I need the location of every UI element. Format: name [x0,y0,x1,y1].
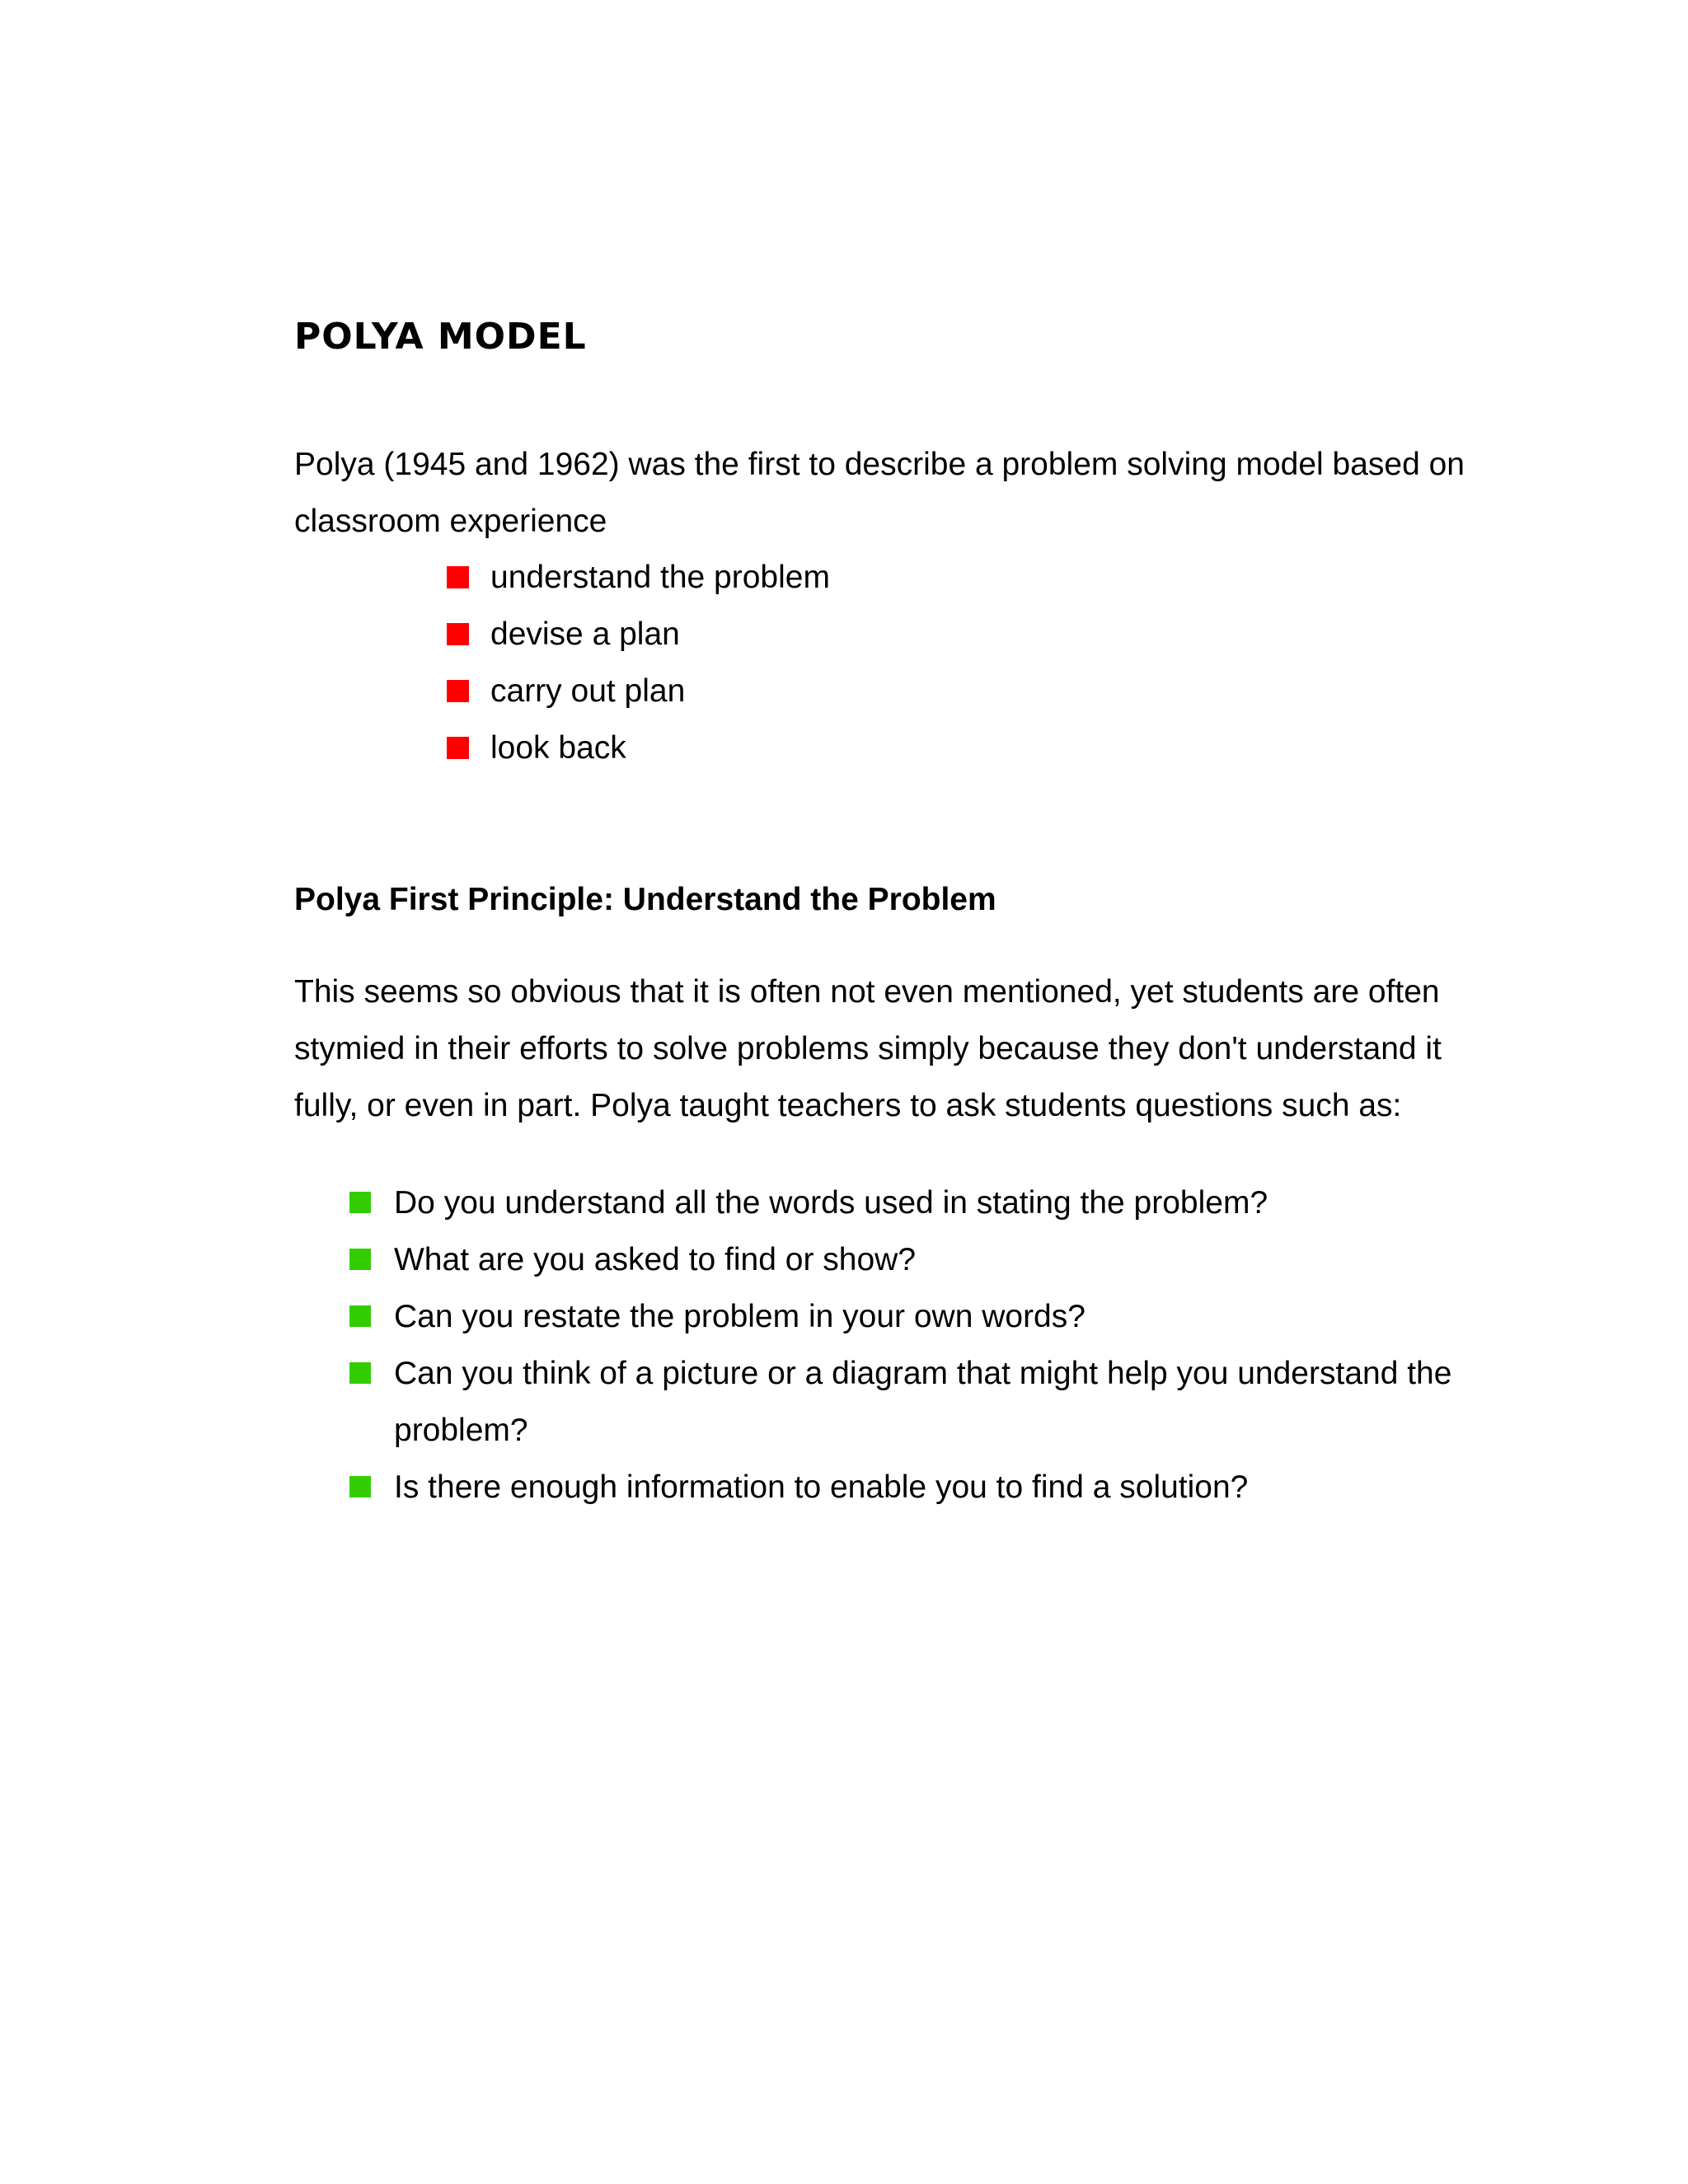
square-bullet-icon [349,1362,371,1384]
step-label: devise a plan [490,616,680,652]
page-title: POLYA MODEL [294,316,587,358]
steps-list [445,549,830,776]
square-bullet-icon [447,737,469,759]
step-label: understand the problem [490,560,830,595]
question-text: Can you think of a picture or a diagram that might help you understand the problem? [394,1356,1452,1448]
list-item-question-3 [346,1288,1500,1345]
list-item-step-2 [445,606,830,663]
body-paragraph: This seems so obvious that it is often not even mentioned, yet students are often stymied in their efforts to solve problems simply because they don't understand it fully, or even in part. Polya taught teachers to ask students questions such as: [294,974,1442,1123]
square-bullet-icon [447,623,469,645]
step-label: look back [490,730,626,766]
step-label: carry out plan [490,673,686,709]
intro-paragraph: Polya (1945 and 1962) was the first to describe a problem solving model based on classroom experience [294,447,1465,539]
questions-list [346,1174,1500,1516]
list-item-step-4 [445,719,830,776]
square-bullet-icon [349,1249,371,1270]
list-item-question-1 [346,1174,1500,1231]
square-bullet-icon [447,680,469,702]
question-text: Can you restate the problem in your own words? [394,1299,1085,1334]
list-item-question-2 [346,1231,1500,1288]
list-item-step-3 [445,663,830,719]
list-item-question-4 [346,1345,1500,1459]
section-heading: Polya First Principle: Understand the Problem [294,882,996,917]
question-text: Is there enough information to enable you to find a solution? [394,1469,1249,1505]
square-bullet-icon [349,1192,371,1213]
list-item-step-1 [445,549,830,606]
square-bullet-icon [349,1476,371,1497]
list-item-question-5 [346,1459,1500,1516]
square-bullet-icon [447,566,469,588]
square-bullet-icon [349,1305,371,1327]
question-text: What are you asked to find or show? [394,1242,917,1277]
question-text: Do you understand all the words used in stating the problem? [394,1185,1268,1221]
